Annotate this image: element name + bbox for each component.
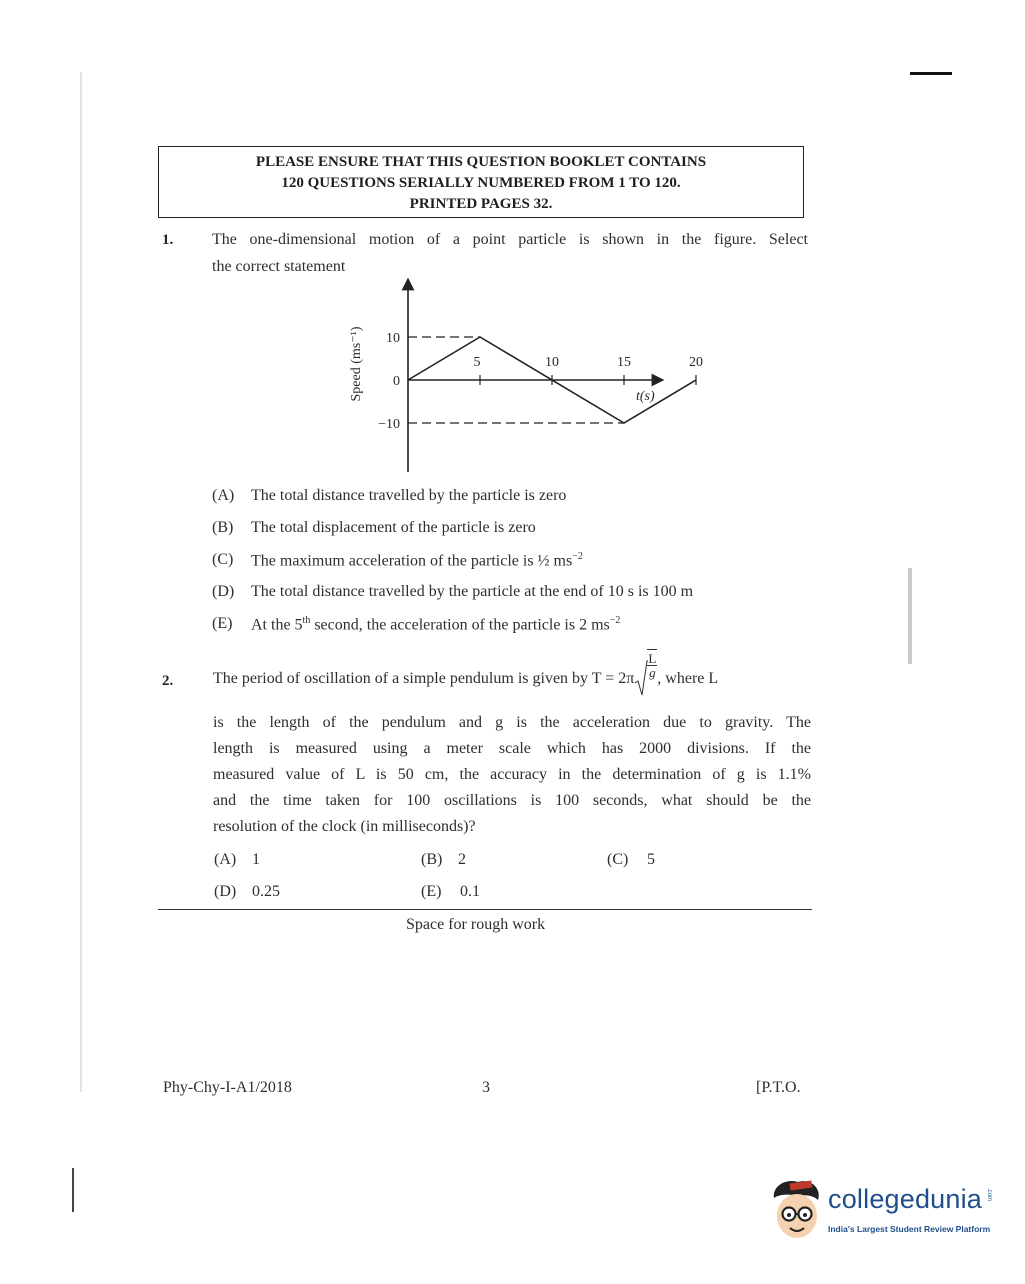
- footer-pto: [P.T.O.: [756, 1079, 801, 1096]
- question-2-line-4: and the time taken for 100 oscillations is 100 seconds, what should be the: [213, 792, 811, 809]
- question-2-intro: [213, 651, 719, 701]
- question-2-number: 2.: [162, 673, 174, 689]
- question-1-number: 1.: [162, 232, 174, 248]
- question-2-line-2: length is measured using a meter scale which has 2000 divisions. If the: [213, 740, 811, 757]
- question-2-intro-text: The period of oscillation of a simple pendulum is given by T = 2π: [213, 670, 635, 687]
- q2-option-b-label: (B): [421, 851, 443, 868]
- y-axis-label: Speed (ms⁻¹): [349, 326, 364, 402]
- x-tick-label-10: 10: [545, 355, 559, 370]
- x-tick-label-15: 15: [617, 355, 631, 370]
- q1-option-e-superscript: −2: [609, 615, 621, 626]
- scan-mark-bottom-left: [72, 1168, 74, 1212]
- q1-option-d-text-main: The total distance travelled by the particle at the end of 10 s is 100 m: [251, 583, 694, 600]
- collegedunia-logo: [768, 1176, 994, 1252]
- q1-option-c-label: (C): [212, 551, 234, 568]
- q2-option-b-text: 2: [458, 851, 466, 868]
- notice-line-1: PLEASE ENSURE THAT THIS QUESTION BOOKLET CONTAINS: [255, 154, 707, 170]
- q1-option-c-superscript: −2: [572, 551, 583, 562]
- notice-line-3: PRINTED PAGES 32.: [409, 196, 553, 212]
- q2-option-e-text: 0.1: [460, 883, 480, 900]
- question-2-line-3: measured value of L is 50 cm, the accuracy in the determination of g is 1.1%: [213, 766, 811, 783]
- logo-dotcom: .com: [986, 1188, 992, 1202]
- question-2-line-1: is the length of the pendulum and g is the acceleration due to gravity. The: [213, 714, 811, 731]
- q2-option-a-label: (A): [214, 851, 237, 868]
- q2-option-a-text: 1: [252, 851, 260, 868]
- q1-option-b-text: [251, 519, 536, 537]
- speed-time-graph: [340, 276, 703, 476]
- rough-work-label: Space for rough work: [406, 916, 546, 933]
- x-tick-label-5: 5: [473, 355, 481, 370]
- scan-edge-left: [80, 72, 82, 1092]
- q1-option-b-text-main: The total displacement of the particle is zero: [251, 519, 536, 536]
- question-1-line-1: The one-dimensional motion of a point particle is shown in the figure. Select: [212, 231, 808, 248]
- y-tick-label-10: 10: [386, 331, 400, 346]
- q1-option-c-text-main: The maximum acceleration of the particle is ½ ms: [251, 552, 573, 570]
- notice-line-2: 120 QUESTIONS SERIALLY NUMBERED FROM 1 TO 120.: [281, 175, 681, 191]
- question-2-line-5: resolution of the clock (in milliseconds)?: [213, 818, 476, 835]
- q2-option-d-text: 0.25: [252, 883, 280, 900]
- q1-option-c-text: [251, 551, 583, 570]
- footer-paper-code: Phy-Chy-I-A1/2018: [163, 1079, 292, 1096]
- logo-wordmark: collegedunia: [828, 1184, 983, 1214]
- question-2-intro-end: , where L: [657, 670, 719, 687]
- q2-option-d-label: (D): [214, 883, 237, 900]
- q1-option-a-label: (A): [212, 487, 235, 504]
- q1-option-d-label: (D): [212, 583, 235, 600]
- logo-tagline: India's Largest Student Review Platform: [828, 1224, 991, 1234]
- question-1-line-2: the correct statement: [212, 258, 346, 275]
- scan-edge-right: [908, 568, 912, 664]
- x-tick-label-20: 20: [689, 355, 703, 370]
- scan-mark-top-right: [910, 72, 952, 75]
- q2-option-c-label: (C): [607, 851, 629, 868]
- q1-option-e-text: [251, 615, 620, 634]
- y-tick-label-0: 0: [393, 374, 400, 389]
- q1-option-a-text: [251, 487, 566, 505]
- q1-option-d-text: [251, 583, 693, 601]
- footer-page-number: 3: [482, 1079, 490, 1096]
- q1-option-e-label: (E): [212, 615, 233, 632]
- q2-option-e-label: (E): [421, 883, 442, 900]
- radical-sign-icon: [634, 659, 648, 699]
- q2-option-c-text: 5: [647, 851, 655, 868]
- mascot-icon: [768, 1176, 828, 1246]
- notice-box: [158, 146, 804, 218]
- y-tick-label-minus-10: −10: [378, 417, 400, 432]
- fraction-numerator: L: [648, 651, 657, 666]
- q1-option-b-label: (B): [212, 519, 234, 536]
- square-root: [634, 651, 657, 699]
- fraction-L-over-g: [647, 652, 657, 679]
- q1-option-e-text-after: second, the acceleration of the particle is 2 ms: [310, 616, 610, 634]
- q1-option-e-text-before: At the 5: [251, 616, 303, 634]
- x-axis-label: t(s): [636, 389, 655, 404]
- fraction-denominator: g: [649, 665, 656, 680]
- q1-option-a-text-main: The total distance travelled by the particle is zero: [251, 487, 567, 504]
- rough-work-divider: [158, 909, 812, 910]
- q1-option-e-ordinal: th: [302, 615, 311, 626]
